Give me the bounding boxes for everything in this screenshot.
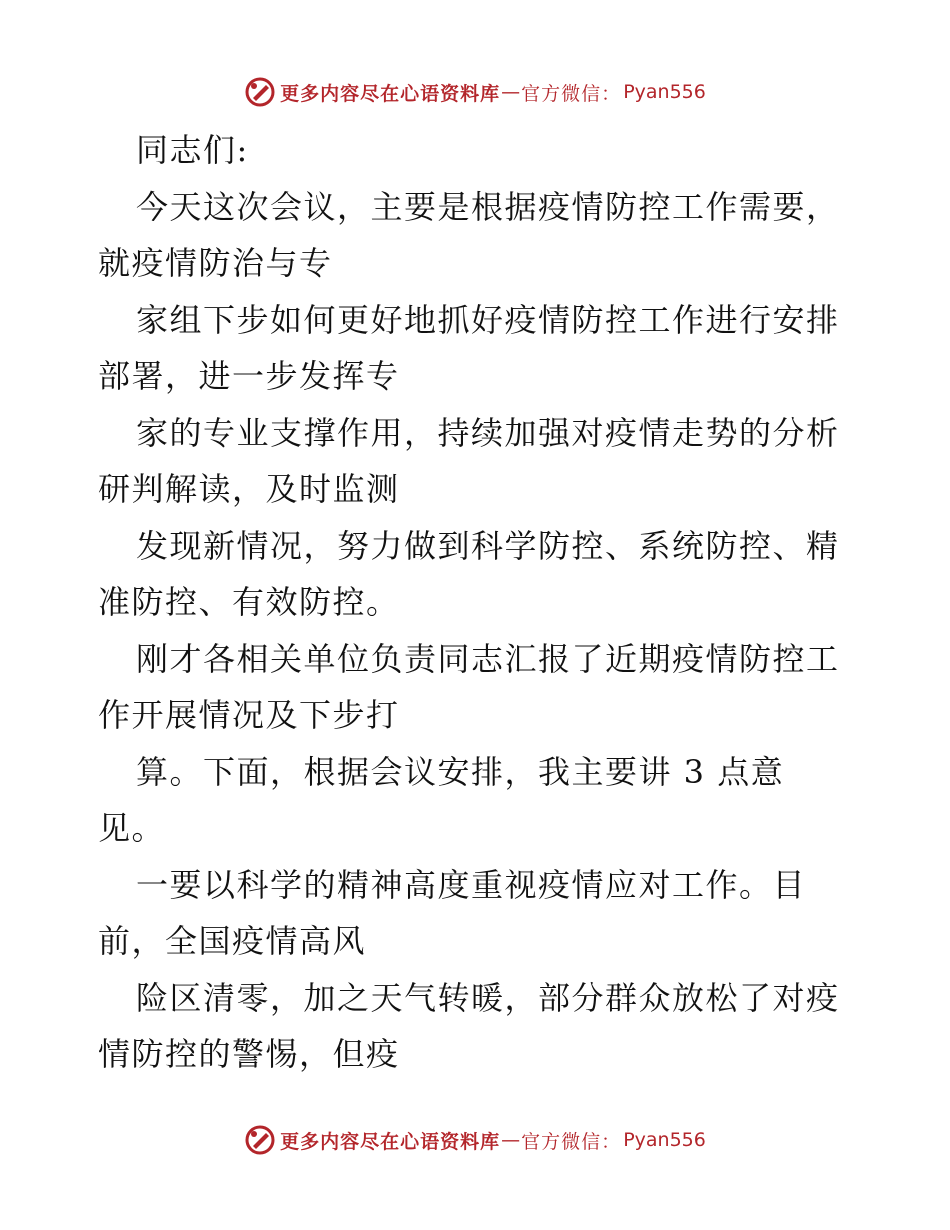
text-line: 家组下步如何更好地抓好疫情防控工作进行安排 (136, 300, 840, 339)
text-line: 情防控的警惕，但疫 (98, 1035, 400, 1073)
text-line: 家的专业支撑作用，持续加强对疫情走势的分析 (136, 413, 840, 452)
brand-logo-icon (244, 1124, 276, 1156)
banner-dash: — (501, 1129, 521, 1151)
banner-dash: — (501, 81, 521, 103)
text-line: 就疫情防治与专 (98, 244, 333, 282)
text-line: 研判解读，及时监测 (98, 470, 400, 508)
text-line: 前，全国疫情高风 (98, 922, 367, 960)
banner-wechat-id: Pyan556 (623, 1129, 706, 1151)
banner-wechat-id: Pyan556 (623, 81, 706, 103)
text-line: 一要以科学的精神高度重视疫情应对工作。目 (136, 865, 807, 904)
banner-title: 更多内容尽在心语资料库 (280, 82, 501, 105)
text-line: 今天这次会议，主要是根据疫情防控工作需要， (136, 187, 840, 226)
text-line: 发现新情况，努力做到科学防控、系统防控、精 (136, 526, 840, 565)
text-line: 刚才各相关单位负责同志汇报了近期疫情防控工 (136, 639, 840, 678)
brand-logo-icon (244, 76, 276, 108)
banner-title: 更多内容尽在心语资料库 (280, 1130, 501, 1153)
text-line: 险区清零，加之天气转暖，部分群众放松了对疫 (136, 978, 840, 1017)
document-body (98, 122, 858, 1083)
text-line: 部署，进一步发挥专 (98, 357, 400, 395)
text-line: 同志们: (136, 131, 249, 169)
text-line: 准防控、有效防控。 (98, 583, 400, 621)
banner-wechat-label: 官方微信： (521, 82, 622, 105)
text-line: 算。下面，根据会议安排，我主要讲 3 点意 (136, 752, 785, 791)
text-line: 见。 (98, 809, 166, 847)
header-banner (0, 72, 950, 112)
banner-wechat-label: 官方微信： (521, 1130, 622, 1153)
footer-banner (0, 1120, 950, 1160)
text-line: 作开展情况及下步打 (98, 696, 400, 734)
